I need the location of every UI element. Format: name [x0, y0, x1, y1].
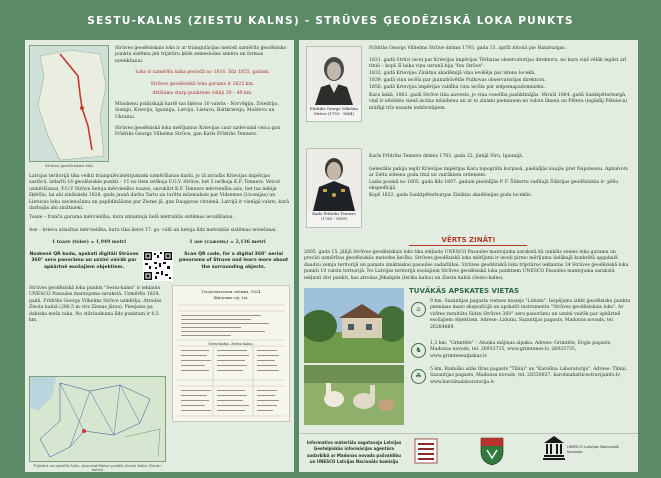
nearby-item-3: 5 km. Radošās aitās tīras pagasts "Tībiņi" un "Karolīna Laboratorija". Adrese: Tībiņi, Sazantijas pagasts, Madonas novads, tel. 28330027. karolinabalticestravijainfo.lv, www.karolinalaboratorija.lv — [430, 367, 628, 385]
asis-definition: Ase – krievu atlasītas mērvienība, kura tika lietot 17. gs. vidū un lietoja līdz metriskās sistēmas ieviešanai. — [29, 228, 277, 233]
tenner-caption: Karls Frīdrihs Tenners (1783 - 1859) — [312, 211, 356, 221]
sheep-icon: ☘ — [411, 369, 426, 384]
footer-credits: Informatīvo materiālu sagatavoja Latvijas Ģeotelpiskās informācijas aģentūra sadarbībā ar Madonas novada pašvaldību un UNESCO Latvijas Nacionālo komisiju — [306, 440, 402, 465]
triangulation-map — [29, 376, 166, 462]
doc-section: Sestu-kalns. Ziestu kalns. — [208, 342, 254, 346]
worth-divider — [409, 245, 527, 246]
doc-subtitle: Шведских стр. Lat. — [213, 296, 249, 300]
triangulation-map-caption: Trijstūri un apvidūs loka. Aizuzmērīšanai punkts Ziestu kalns (Sestu-kalns) — [33, 464, 162, 472]
named-text: Strūves ģeodēziskā loka mērījumus Krievijas caur uzdevumā veica gan Frīdrihs Georgs Vilhelms Strūve, gan Karls Frīdrihs Tenners. — [115, 126, 281, 138]
struve-portrait-image — [307, 47, 361, 105]
countries-text: Mūsdienu politiskajā kartē tas šķērso 10 valstis - Norvēģiju, Zviedriju, Somiju, Krieviju, Igauniju, Latviju, Lietuvu, Baltkrieviju, Moldovu un Ukrainu. — [115, 102, 279, 120]
historical-document — [172, 285, 290, 422]
struve-bio: Frīdrihs Georgs Vilhelms Strūve dzimis 1793. gada 15. aprīlī Altonā pie Hamburgas. — [369, 46, 567, 51]
tenner-portrait — [306, 148, 362, 228]
qr-code-graphic — [143, 251, 173, 281]
document-table-graphic — [177, 302, 285, 420]
tenner-bio: Karls Frīdrihs Tenners dzimis 1783. gada 22. jūnijā Viru, Igaunijā. — [369, 154, 524, 159]
doc-title: Геодезическая съёмка, 1824 — [201, 289, 261, 294]
cottage-photo-image — [304, 288, 404, 363]
madona-coat-of-arms — [479, 436, 505, 466]
latvia-paragraph: Latvijas teritorijā tika veikti triangulēcimērijumiski uzmērīšanas darbi, jo tā atradās Krievijas impērijas sastāvā, izdarīti 16 ģeodēziskie punkti – 11 no tiem ierīkoja F.G.V. Strūve, bet 5 ierīkoja K.F. Tenners. Veicot uzmērīšanas, F.G.V Strūve lietoja mērvienību toazes, savukārt K.F. Tenners mērvienību asis, bet tas nebija šķēršļu, lai abi zinātnieki 1828. gada jaunā darba Tartu un turētu mūzmaksie par Vidzemes (Livonijas) un Lietuvas loku savienošanu un papildināšanu par Zieme jā, gan Daugavas virzienā. Latvijā ir vienīgā valsts, kurā darbojās abi zinātnieki. — [29, 174, 290, 212]
arc-map-caption: Strūves ģeodēziskais loks — [45, 164, 93, 168]
qr-text-en: Scan QR code, for a digital 360° aerial panorama of Struve and learn more about the surrounding objects. — [178, 252, 289, 270]
qr-code[interactable] — [143, 251, 173, 281]
struve-1831: 1831. gadā Strūvi ieceļ par Krievijas impērijas Tērbatas observatorijas direktoru, no kura viņš vēlāk iegūst arī tituli – kopš šī laika viņu uzrunā bija "fon Strūve". — [369, 58, 627, 70]
coat-of-arms-graphic — [479, 436, 505, 466]
qr-text-lv: Noskenē QR kodu, apskati digitāli Strūves 360° sera panorāmu un uzzini vairāk par apkārtnē esošajiem objektiem. — [29, 252, 139, 270]
nearby-item-1: 9 km. Sazantijas pagasta vietnes muzejs "Lidumi". Iespējams izlikt ģeodēzisko punktu piemiņas mazo ekspozīcijā un apskatīt instrumentu "Strūves ģeodēziskais loks". Ar vizītes rezultātu lūdzu Strūves 360° sera panorāmu un uzzini vairāk par apkārtnē esošajiem objektiem. Adrese: Lidumi, Sazantijas pagasts, Madonas novads, tel. 26284889. — [430, 299, 631, 330]
dates-text: Loks ir uzmērīts laika periodā no 1816. līdz 1855. gadam. — [135, 70, 270, 75]
struve-caption: Frīdrihs Georgs Vilhelms Strūve (1793 - 1864) — [309, 106, 359, 116]
sestu-paragraph: Strūves ģeodēziskā loka punkts "Sestu-kalns" ir iekļauts UNESCO Pasaules mantojuma sarakstā. Uzmērīts 1824. gadā, Frīdrihs Georgs Vilhelms Strūve uzmērīja. Atrodas Ziestu kalnā (286,5 m virs Zienas jūras). Pieejams pa dabiska meža taku. No stāvlaukuma līdz punktam ir 0,5 km. — [29, 286, 162, 324]
points-text: Attālums starp punktiem vidēji 30 – 40 km. — [152, 91, 253, 96]
alpaca-icon: ♞ — [411, 343, 426, 358]
asis-formula: 1 ase (сажень) = 2,136 metri — [189, 240, 266, 245]
unesco-logo — [543, 435, 565, 461]
struve-portrait — [306, 46, 362, 122]
unesco-label: UNESCO Latvijas Nacionālā komisija — [567, 444, 619, 454]
lgia-logo — [414, 438, 438, 464]
tenner-academy: Kopš 1832. gada Sanktpēterburgas Zinātņu akadēmijas goda loceklis. — [369, 193, 532, 198]
footer-divider — [299, 433, 638, 434]
right-column — [299, 40, 638, 472]
alpaca-photo-image — [304, 365, 404, 425]
struve-arc-map — [29, 45, 109, 162]
nearby-title: TUVĀKĀS APSKATES VIETAS — [409, 287, 520, 295]
struve-1832: 1832. gadā Krievijas Zinātņu akadēmijā viņu ievēlēja par īsteno locekli. — [369, 71, 536, 76]
intro-text: Strūves ģeodēziskais loks ir ar triangulācijas metodi uzmērīts ģeodēzisko punktu sistēma jeb trijstūru ķēde zemeslodes izmēra un formas noteikšanai. — [115, 46, 287, 64]
toaze-definition: Toaze – franču garuma mērvienība, kura izmantoja lielā metriskās sistēmas ievadīšanai. — [29, 215, 234, 220]
triangulation-map-graphic — [30, 377, 166, 462]
worth-title: VĒRTS ZINĀT! — [441, 236, 496, 244]
board-title: SESTU-KALNS (ZIESTU KALNS) - STRŪVES ĢEODĒZISKĀ LOKA PUNKTS — [87, 15, 574, 27]
tenner-expedition: Laika posmā no 1805. gada līdz 1807. gadam piedalījās P. F. Šūberta vadītajā Šūbrijas ģeodēziskās ir- pēšu ekspedīcijā. — [369, 180, 619, 192]
length-text: Strūves ģeodēziskā loka garums ir 2822 km. — [150, 82, 255, 87]
sight-photo-alpacas — [304, 365, 404, 425]
struve-1856: 1856. gadā Krievijas impērijas valdība viņu iecēla par zelpemapadomnieku. — [369, 85, 546, 90]
lgia-logo-graphic — [414, 438, 438, 464]
europe-map-graphic — [30, 46, 109, 162]
tenner-portrait-image — [307, 149, 361, 211]
tenner-career: Ģenerālis pabija iegūt Krievijas impērijas Kara topogrāfu korpusā, piedalījās kaujās pret Napoleonu. Apbalvots ar Zelta zobenu goda titul un vairākiem ordeņiem. — [369, 167, 628, 179]
museum-icon: ⌂ — [411, 302, 426, 317]
struve-1839: 1839. gadā viņu iecēla par jaunizbūvētās Pulkovas observatorijas direktoru. — [369, 78, 547, 83]
worth-text: 2005. gada 15. jūlijā Strūves ģeodēziskais loks tika iekļauts UNESCO Pasaules mantojuma sarakstā kā unikāls zemes loka garuma un precīzi uzmērītas ģeodēziskās metodes liecība. Strūves ģeodēziskā loka mērījumi ir ieceļi pirmo mērījumu lielākajā konkrētā apgabalā daudzu zemju teritorijā un pamats zinātniskai pasaules sadarbībai. Strūves ģeodēziskā loka trijstūros iekļautas 34 Strūves ģeodēziskā loka punkti 10 valstu teritorijā. No Latvijas teritorijā esošajiem Strūves ģeodēziskā loka punktiem UNESCO Pasaules mantojuma sarakstā iekļauti divi punkti, kas atrodas Jēkabpils (Ieriku kalns) un Ziestu kalnā (Sestu-kalns). — [304, 250, 629, 281]
nearby-item-2: 1,3 km. "Grimtēte" – Aluņka mājiņas alpaku. Adrese: Grimtēte, Ergļu pagasts, Madonas novads, tel. 26933735, www.grimtenes.lv, 26933735, www.grimtenealpakas.lv — [430, 341, 612, 359]
left-column — [25, 40, 294, 472]
toaze-formula: 1 toaze (toise) = 1,949 metri — [52, 240, 126, 245]
unesco-temple-graphic — [543, 435, 565, 461]
struve-death: Kara laikā, 1862. gadā Strūve tika aizvests, jo viņa veselība pasliktinājās. Miruši 1864. gadā Sanktpēterburgā, viņš ir iebēdzis vienā izcilus mūsdienu un ar to zināmi pieminiem no valstu līmeni un Pētera (iegādāj Pētnieca) mūžīgi trīs nesaite iedzīvotājiem. — [369, 93, 628, 111]
sight-photo-cottage — [304, 288, 404, 363]
